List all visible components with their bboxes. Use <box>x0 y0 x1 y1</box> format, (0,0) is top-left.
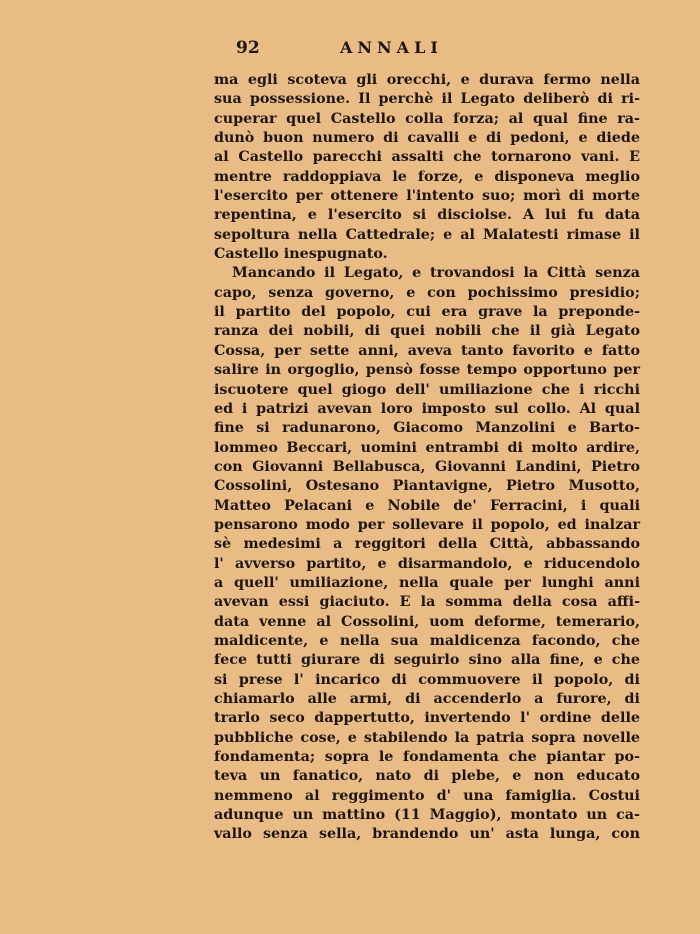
text-line: salire in orgoglio, pensò fosse tempo opportuno per <box>214 362 640 379</box>
text-line: Cossa, per sette anni, aveva tanto favorito e fatto <box>214 342 640 359</box>
page-header <box>0 36 700 60</box>
text-line: teva un fanatico, nato di plebe, e non educato <box>214 768 640 785</box>
paragraph <box>214 71 640 264</box>
text-line: con Giovanni Bellabusca, Giovanni Landini, Pietro <box>214 458 640 475</box>
text-line: cuperar quel Castello colla forza; al qual fine ra- <box>214 110 640 127</box>
text-line: adunque un mattino (11 Maggio), montato un ca- <box>214 807 640 824</box>
text-line: a quell' umiliazione, nella quale per lunghi anni <box>214 574 640 591</box>
text-line: repentina, e l'esercito si disciolse. A lui fu data <box>214 207 640 224</box>
text-line: chiamarlo alle armi, di accenderlo a furore, di <box>214 691 640 707</box>
text-line: avevan essi giaciuto. E la somma della cosa affi- <box>214 594 640 611</box>
text-line: trarlo seco dappertutto, invertendo l' ordine delle <box>214 710 640 727</box>
text-line: fece tutti giurare di seguirlo sino alla fine, e che <box>214 652 640 669</box>
text-line: pensarono modo per sollevare il popolo, ed inalzar <box>214 516 640 533</box>
text-line: sua possessione. Il perchè il Legato deliberò di ri- <box>214 91 640 108</box>
text-line: ma egli scoteva gli orecchi, e durava fermo nella <box>214 72 640 88</box>
text-line: l' avverso partito, e disarmandolo, e riducendolo <box>214 555 640 572</box>
page-number: 92 <box>236 38 260 58</box>
text-line: ranza dei nobili, di quei nobili che il già Legato <box>214 323 640 340</box>
text-line: Mancando il Legato, e trovandosi la Città senza <box>232 265 640 282</box>
text-line: lommeo Beccari, uomini entrambi di molto ardire, <box>214 439 640 456</box>
text-line: al Castello parecchi assalti che tornarono vani. E <box>214 149 640 166</box>
paragraph <box>214 264 640 844</box>
text-line: l'esercito per ottenere l'intento suo; morì di morte <box>214 188 640 205</box>
body-text <box>214 71 640 845</box>
text-line: maldicente, e nella sua maldicenza facondo, che <box>214 632 640 649</box>
text-line: mentre raddoppiava le forze, e disponeva meglio <box>214 168 640 185</box>
text-line: si prese l' incarico di commuovere il popolo, di <box>214 671 640 688</box>
running-head: ANNALI <box>340 38 443 57</box>
text-line: Castello inespugnato. <box>214 246 388 263</box>
text-line: nemmeno al reggimento d' una famiglia. Costui <box>214 787 640 804</box>
text-line: dunò buon numero di cavalli e di pedoni, e diede <box>214 130 640 147</box>
text-line: ed i patrizi avevan loro imposto sul collo. Al qual <box>214 400 640 417</box>
text-line: fine si radunarono, Giacomo Manzolini e Barto- <box>214 420 640 437</box>
text-line: fondamenta; sopra le fondamenta che piantar po- <box>214 749 640 766</box>
text-line: data venne al Cossolini, uom deforme, temerario, <box>214 613 640 630</box>
text-line: capo, senza governo, e con pochissimo presidio; <box>214 284 640 301</box>
text-line: pubbliche cose, e stabilendo la patria sopra novelle <box>214 729 640 746</box>
text-line: sepoltura nella Cattedrale; e al Malatesti rimase il <box>214 226 640 243</box>
text-line: iscuotere quel giogo dell' umiliazione che i ricchi <box>214 381 640 398</box>
text-line: Cossolini, Ostesano Piantavigne, Pietro Musotto, <box>214 478 640 495</box>
text-line: il partito del popolo, cui era grave la preponde- <box>214 304 640 321</box>
text-line: vallo senza sella, brandendo un' asta lunga, con <box>214 826 640 843</box>
text-line: sè medesimi a reggitori della Città, abbassando <box>214 536 640 553</box>
text-line: Matteo Pelacani e Nobile de' Ferracini, i quali <box>214 497 640 514</box>
